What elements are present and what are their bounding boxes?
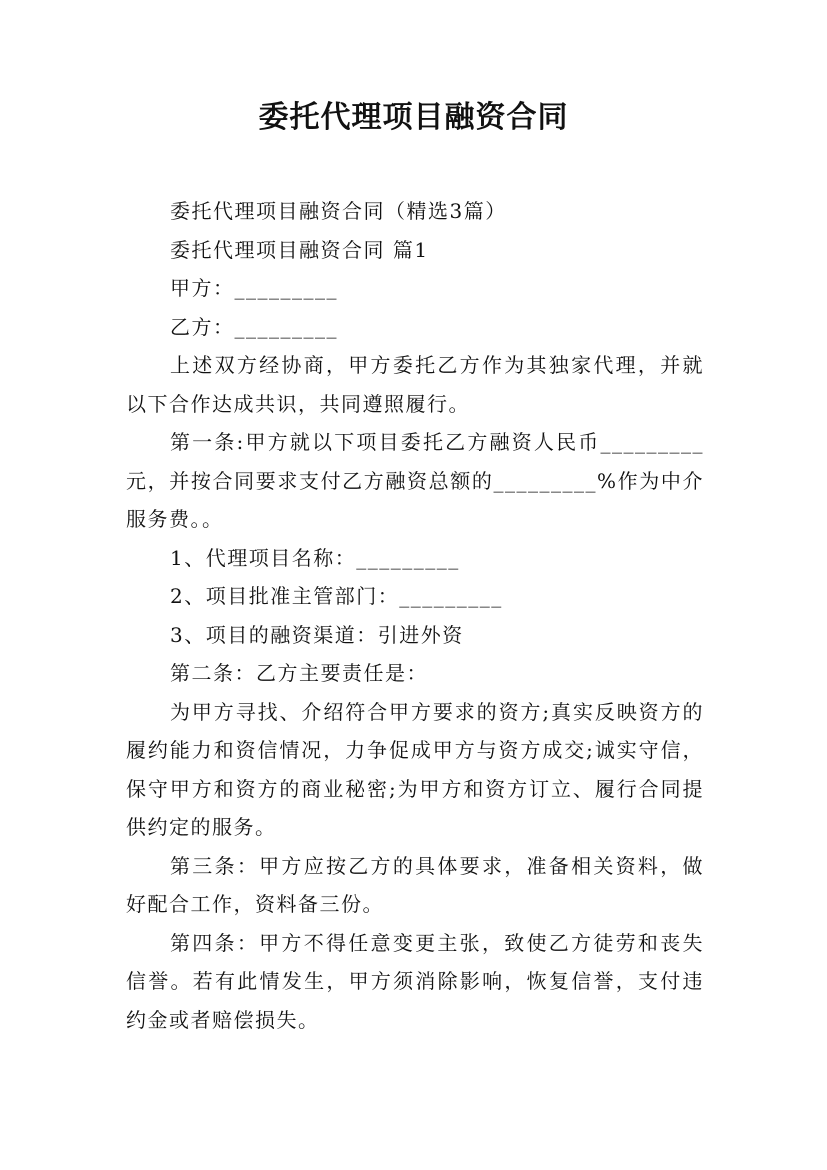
document-title: 委托代理项目融资合同	[258, 100, 569, 135]
paragraph-party-a: 甲方：_________	[170, 276, 338, 300]
paragraph-party-b: 乙方：_________	[170, 314, 338, 339]
paragraph-article-3: 第三条：甲方应按乙方的具体要求，准备相关资料，做好配合工作，资料备三份。	[126, 853, 704, 916]
paragraph-section-heading: 委托代理项目融资合同 篇1	[170, 237, 429, 262]
paragraph-subtitle: 委托代理项目融资合同（精选3篇）	[170, 199, 507, 223]
paragraph-article-4: 第四条：甲方不得任意变更主张，致使乙方徒劳和丧失信誉。若有此情发生，甲方须消除影响，恢复信誉，支付违约金或者赔偿损失。	[126, 930, 704, 1032]
paragraph-article-1: 第一条:甲方就以下项目委托乙方融资人民币_________元，并按合同要求支付乙方融资总额的_________%作为中介服务费。。	[126, 430, 704, 531]
paragraph-project-name: 1、代理项目名称：_________	[170, 545, 460, 570]
document-body	[126, 192, 704, 1039]
paragraph-article-2-body: 为甲方寻找、介绍符合甲方要求的资方;真实反映资方的履约能力和资信情况，力争促成甲方与资方成交;诚实守信，保守甲方和资方的商业秘密;为甲方和资方订立、履行合同提供约定的服务。	[126, 699, 704, 839]
paragraph-financing-channel: 3、项目的融资渠道：引进外资	[170, 622, 464, 647]
paragraph-approval-dept: 2、项目批准主管部门：_________	[170, 584, 503, 608]
paragraph-article-2: 第二条：乙方主要责任是：	[170, 661, 428, 685]
paragraph-preamble: 上述双方经协商，甲方委托乙方作为其独家代理，并就以下合作达成共识，共同遵照履行。	[126, 353, 704, 416]
